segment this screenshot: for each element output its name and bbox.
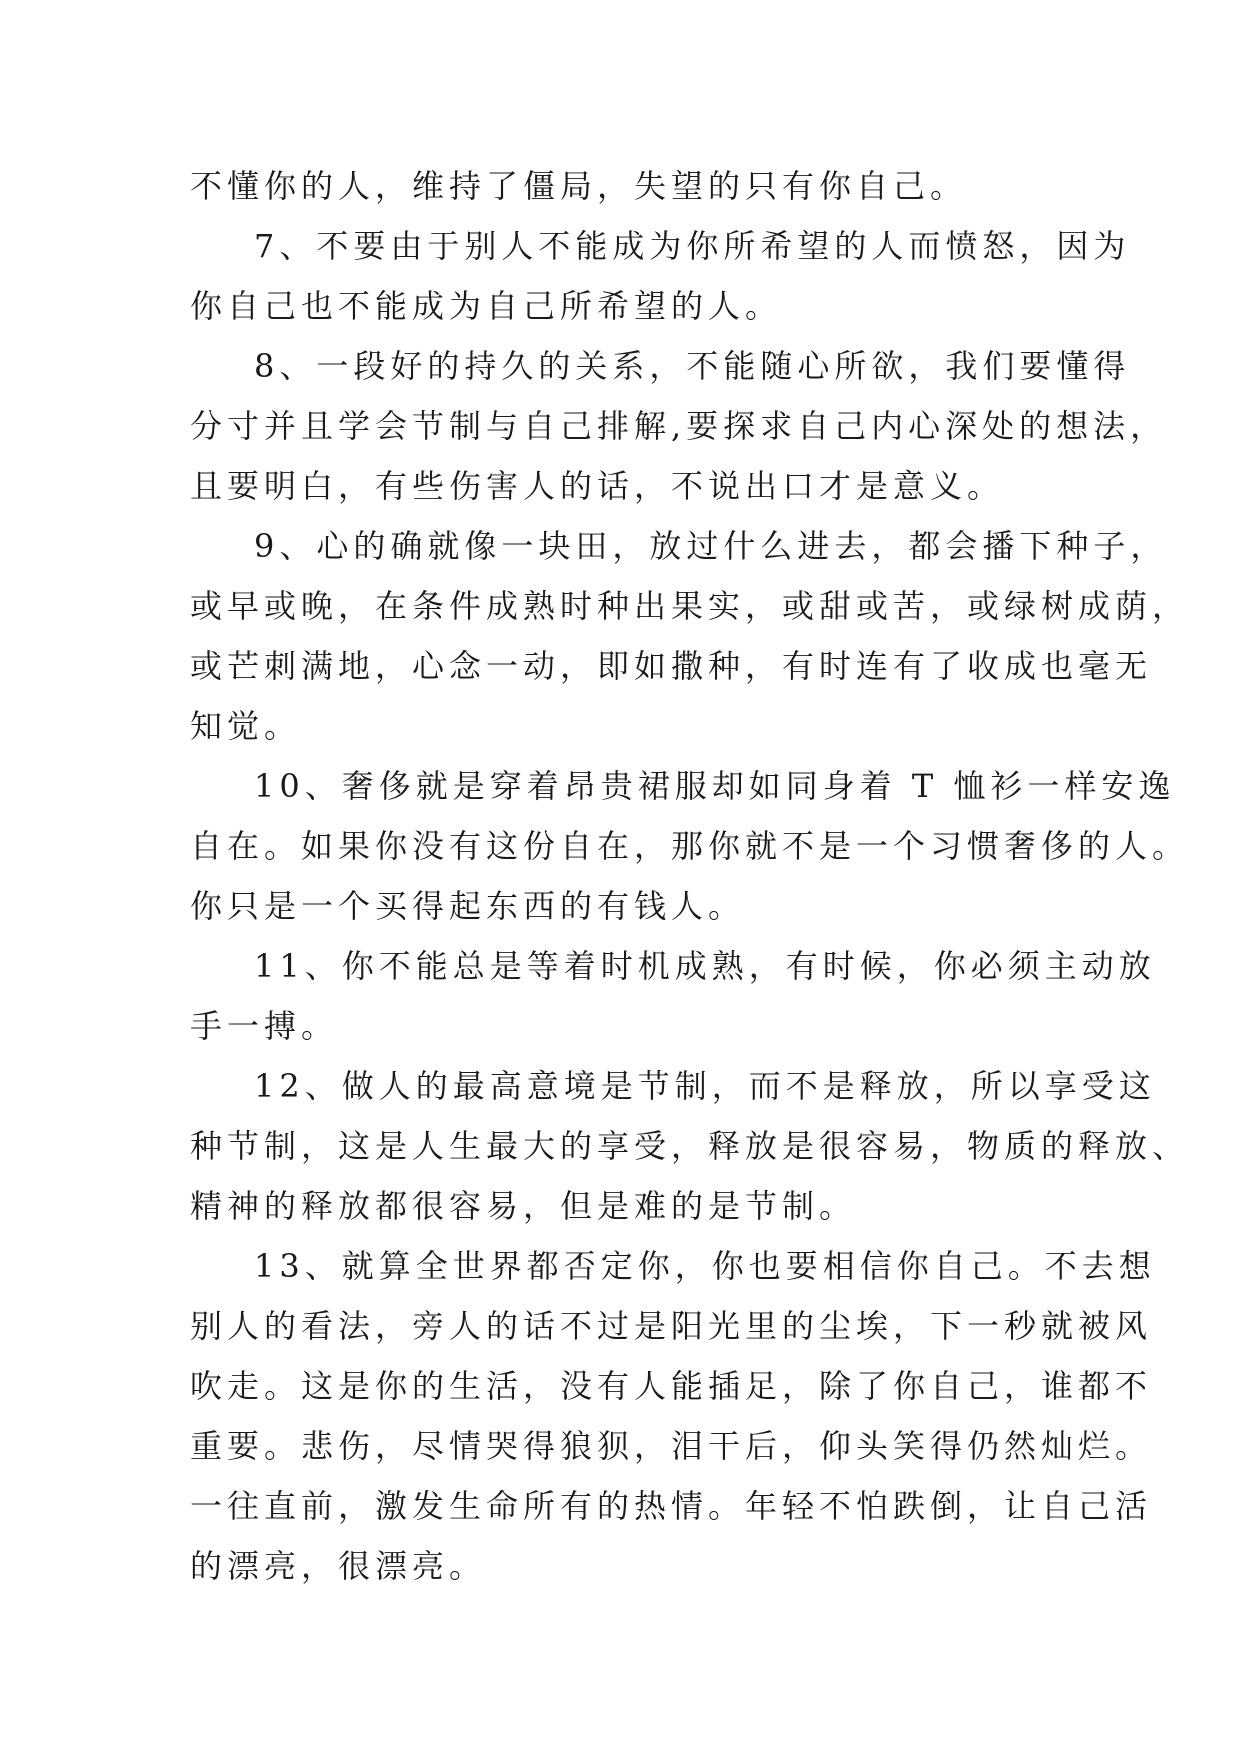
text-line: 9、心的确就像一块田，放过什么进去，都会播下种子， bbox=[254, 527, 1168, 565]
text-line: 且要明白，有些伤害人的话，不说出口才是意义。 bbox=[190, 467, 1005, 505]
text-line: 12、做人的最高意境是节制，而不是释放，所以享受这 bbox=[254, 1067, 1156, 1105]
text-line: 你只是一个买得起东西的有钱人。 bbox=[190, 887, 746, 925]
text-line: 你自己也不能成为自己所希望的人。 bbox=[190, 287, 783, 325]
text-line: 吹走。这是你的生活，没有人能插足，除了你自己，谁都不 bbox=[190, 1367, 1153, 1405]
text-line: 精神的释放都很容易，但是难的是节制。 bbox=[190, 1187, 857, 1225]
text-line: 的漂亮，很漂亮。 bbox=[190, 1547, 487, 1585]
text-line: 8、一段好的持久的关系，不能随心所欲，我们要懂得 bbox=[254, 347, 1131, 385]
text-line: 或早或晚，在条件成熟时种出果实，或甜或苦，或绿树成荫， bbox=[190, 587, 1190, 625]
text-line: 重要。悲伤，尽情哭得狼狈，泪干后，仰头笑得仍然灿烂。 bbox=[190, 1427, 1153, 1465]
text-line: 自在。如果你没有这份自在，那你就不是一个习惯奢侈的人。 bbox=[190, 827, 1190, 865]
text-line: 13、就算全世界都否定你，你也要相信你自己。不去想 bbox=[254, 1247, 1156, 1285]
text-line: 7、不要由于别人不能成为你所希望的人而愤怒，因为 bbox=[254, 227, 1131, 265]
text-line: 11、你不能总是等着时机成熟，有时候，你必须主动放 bbox=[254, 947, 1156, 985]
text-line: 分寸并且学会节制与自己排解,要探求自己内心深处的想法， bbox=[190, 407, 1168, 445]
text-line: 别人的看法，旁人的话不过是阳光里的尘埃，下一秒就被风 bbox=[190, 1307, 1153, 1345]
text-line: 知觉。 bbox=[190, 707, 302, 745]
text-line: 或芒刺满地，心念一动，即如撒种，有时连有了收成也毫无 bbox=[190, 647, 1153, 685]
text-line: 一往直前，激发生命所有的热情。年轻不怕跌倒，让自己活 bbox=[190, 1487, 1153, 1525]
text-line: 10、奢侈就是穿着昂贵裙服却如同身着 T 恤衫一样安逸 bbox=[254, 767, 1176, 805]
document-body bbox=[190, 156, 1190, 1596]
text-line: 不懂你的人，维持了僵局，失望的只有你自己。 bbox=[190, 167, 968, 205]
text-line: 手一搏。 bbox=[190, 1007, 339, 1045]
text-line: 种节制，这是人生最大的享受，释放是很容易，物质的释放、 bbox=[190, 1127, 1190, 1165]
